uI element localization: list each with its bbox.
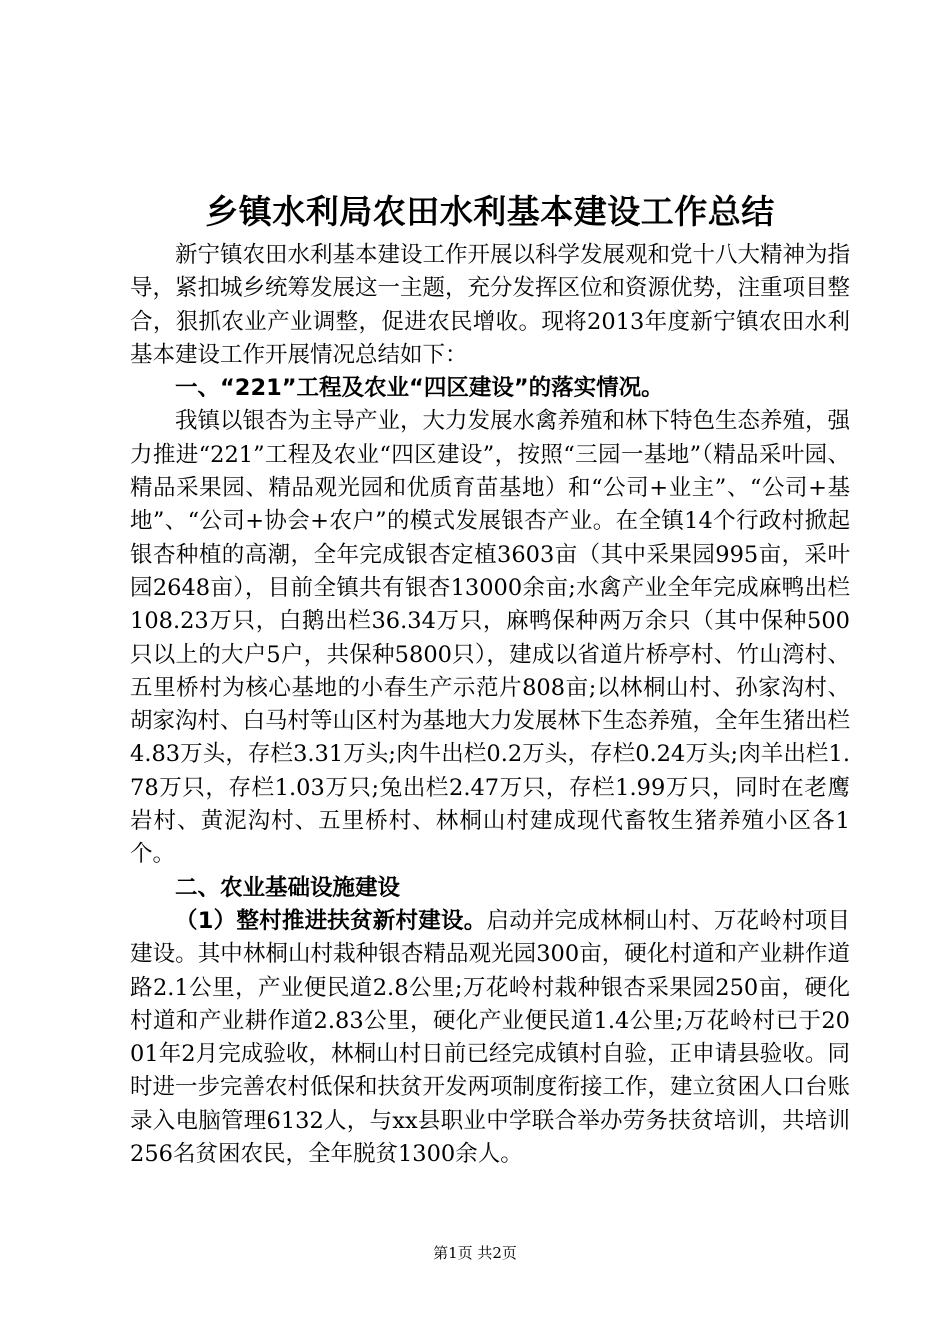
item-1-body: 启动并完成林桐山村、万花岭村项目建设。其中林桐山村栽种银杏精品观光园300亩，硬化村道和产业耕作道路2.1公里，产业便民道2.8公里;万花岭村栽种银杏采果园250亩，硬化村道和产业耕作道2.83公里，硬化产业便民道1.4公里;万花岭村已于2001年2月完成验收，林桐山村日前已经完成镇村自验，正申请县验收。同时进一步完善农村低保和扶贫开发两项制度衔接工作，建立贫困人口台账录入电脑管理6132人，与xx县职业中学联合举办劳务扶贫培训，共培训256名贫困农民，全年脱贫1300余人。 bbox=[130, 907, 851, 1168]
item-1-lead: （1）整村推进扶贫新村建设。 bbox=[175, 907, 487, 934]
section-1-heading: 一、“221”工程及农业“四区建设”的落实情况。 bbox=[175, 375, 664, 402]
section-2-heading: 二、农业基础设施建设 bbox=[175, 874, 401, 901]
section-2-item-1 bbox=[130, 905, 850, 1171]
intro-paragraph: 新宁镇农田水利基本建设工作开展以科学发展观和党十八大精神为指导，紧扣城乡统筹发展这一主题，充分发挥区位和资源优势，注重项目整合，狠抓农业产业调整，促进农民增收。现将2013年度新宁镇农田水利基本建设工作开展情况总结如下： bbox=[130, 242, 851, 368]
document-page bbox=[130, 190, 850, 1171]
page-number-footer: 第1页 共2页 bbox=[433, 1244, 517, 1262]
document-title: 乡镇水利局农田水利基本建设工作总结 bbox=[205, 192, 775, 231]
section-1-body: 我镇以银杏为主导产业，大力发展水禽养殖和林下特色生态养殖，强力推进“221”工程及农业“四区建设”，按照“三园一基地”（精品采叶园、精品采果园、精品观光园和优质育苗基地）和“公司+业主”、“公司+基地”、“公司+协会+农户”的模式发展银杏产业。在全镇14个行政村掀起银杏种植的高潮，全年完成银杏定植3603亩（其中采果园995亩，采叶园2648亩），目前全镇共有银杏13000余亩;水禽产业全年完成麻鸭出栏108.23万只，白鹅出栏36.34万只，麻鸭保种两万余只（其中保种500只以上的大户5户，共保种5800只），建成以省道片桥亭村、竹山湾村、五里桥村为核心基地的小春生产示范片808亩;以林桐山村、孙家沟村、胡家沟村、白马村等山区村为基地大力发展林下生态养殖，全年生猪出栏4.83万头，存栏3.31万头;肉牛出栏0.2万头，存栏0.24万头;肉羊出栏1.78万只，存栏1.03万只;兔出栏2.47万只，存栏1.99万只，同时在老鹰岩村、黄泥沟村、五里桥村、林桐山村建成现代畜牧生猪养殖小区各1个。 bbox=[130, 408, 851, 868]
